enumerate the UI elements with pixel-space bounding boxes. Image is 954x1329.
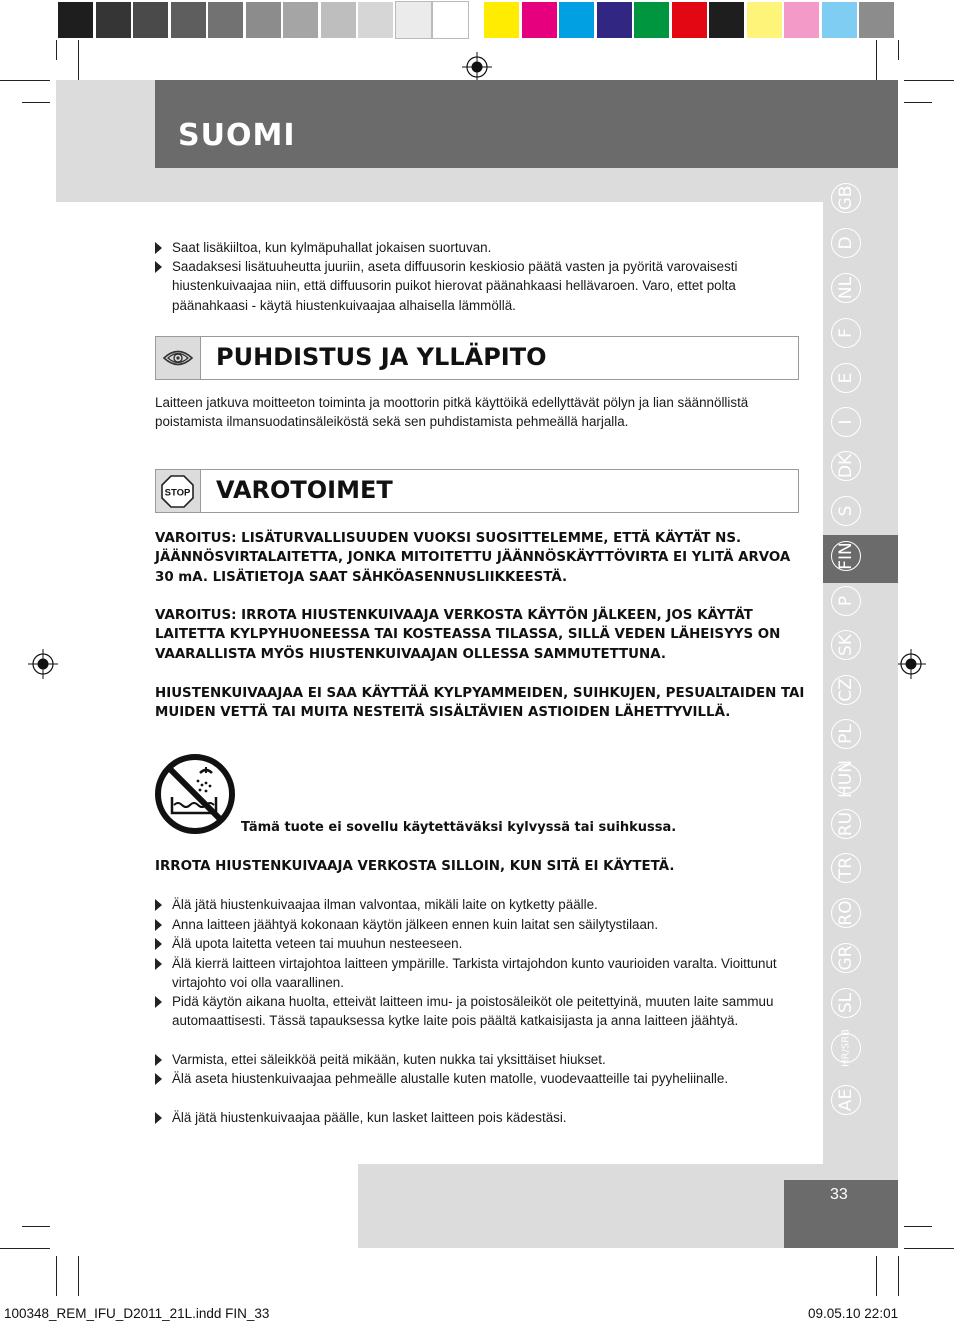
color-swatch <box>133 2 168 38</box>
crop-mark <box>904 80 954 81</box>
color-swatch <box>283 2 318 38</box>
language-tab-sl[interactable] <box>831 988 861 1018</box>
stop-icon <box>160 474 195 509</box>
language-tab-label: SK <box>836 634 856 656</box>
color-swatch <box>634 2 669 38</box>
list-item <box>155 895 794 914</box>
language-tab-hr-srb[interactable] <box>831 1029 861 1067</box>
bullet-arrow-icon <box>155 1073 162 1085</box>
language-tab-gb[interactable] <box>831 183 861 213</box>
language-tab-label: I <box>836 419 856 425</box>
language-tab-label: NL <box>836 276 856 300</box>
color-swatch <box>321 2 356 38</box>
crop-mark <box>0 1248 50 1249</box>
color-swatch <box>396 2 431 38</box>
color-swatch <box>246 2 281 38</box>
list-item-text: Anna laitteen jäähtyä kokonaan käytön jälkeen ennen kuin laitat sen säilytystilaan. <box>172 917 659 932</box>
color-swatch <box>709 2 744 38</box>
list-item-text: Älä kierrä laitteen virtajohtoa laitteen ympärille. Tarkista virtajohdon kunto vaurioiden varalta. Vioittunut virtajohto voi olla vaarallinen. <box>172 956 777 991</box>
color-swatch <box>859 2 894 38</box>
color-swatch <box>358 2 393 38</box>
list-item-text: Saadaksesi lisätuuheutta juuriin, aseta diffuusorin keskiosio päätä vasten ja pyöritä varovaisesti hiustenkuivaajaa niin, että diffuusorin puikot hierovat päänahkaasi hellävaroen. Varo, ettet polta päänahkaasi - käytä hiustenkuivaajaa alhaisella lämmöllä. <box>172 259 738 313</box>
list-item <box>155 915 794 934</box>
list-item-text: Älä upota laitetta veteen tai muuhun nesteeseen. <box>172 936 463 951</box>
section-icon-box <box>156 470 201 512</box>
unplug-warning: IRROTA HIUSTENKUIVAAJA VERKOSTA SILLOIN, KUN SITÄ EI KÄYTETÄ. <box>155 859 675 874</box>
language-tab-label: GB <box>836 185 856 211</box>
no-bath-caption: Tämä tuote ei sovellu käytettäväksi kylvyssä tai suihkussa. <box>241 820 677 835</box>
color-swatch <box>784 2 819 38</box>
crop-mark <box>22 1226 50 1227</box>
bullet-arrow-icon <box>155 958 162 970</box>
bullet-arrow-icon <box>155 899 162 911</box>
date-slug: 09.05.10 22:01 <box>808 1306 899 1321</box>
language-tab-nl[interactable] <box>831 273 861 303</box>
file-slug: 100348_REM_IFU_D2011_21L.indd FIN_33 <box>4 1306 270 1321</box>
language-tab-label: HR/SRB <box>840 1029 852 1067</box>
list-item <box>155 1069 794 1088</box>
cleaning-section-header <box>155 336 799 380</box>
page-number: 33 <box>830 1186 848 1203</box>
warning-text: VAROITUS: LISÄTURVALLISUUDEN VUOKSI SUOSITTELEMME, ETTÄ KÄYTÄT NS. JÄÄNNÖSVIRTALAITETTA, JONKA MITOITETTU JÄÄNNÖSKÄYTTÖVIRTA EI YLITÄ ARVOA 30 mA. LISÄTIETOJA SAAT SÄHKÖASENNUSLIIKKEESTÄ. <box>155 531 791 585</box>
language-tab-ro[interactable] <box>831 898 861 928</box>
language-tab-label: GR <box>836 945 856 971</box>
bullet-arrow-icon <box>155 1054 162 1066</box>
color-swatch <box>559 2 594 38</box>
language-tab-tr[interactable] <box>831 853 861 883</box>
crop-mark <box>876 40 877 80</box>
language-tab-label: SL <box>836 992 856 1014</box>
language-tab-label: CZ <box>836 678 856 702</box>
page-title: SUOMI <box>178 118 296 153</box>
section-title: PUHDISTUS JA YLLÄPITO <box>216 343 547 371</box>
list-item <box>155 257 794 315</box>
language-tab-dk[interactable] <box>831 451 861 481</box>
language-tab-label: AE <box>836 1088 856 1112</box>
crop-mark <box>0 80 50 81</box>
color-swatch <box>96 2 131 38</box>
crop-mark <box>876 1256 877 1296</box>
language-tab-d[interactable] <box>831 228 861 258</box>
registration-mark-icon <box>896 649 926 679</box>
language-tab-cz[interactable] <box>831 675 861 705</box>
color-swatch <box>597 2 632 38</box>
bullet-arrow-icon <box>155 938 162 950</box>
language-tab-label: E <box>836 372 856 384</box>
registration-mark-icon <box>28 649 58 679</box>
language-tab-p[interactable] <box>831 586 861 616</box>
eye-icon <box>162 345 194 371</box>
language-tab-fin[interactable] <box>831 541 861 571</box>
language-tab-label: P <box>836 595 856 607</box>
language-tab-label: RO <box>836 900 856 926</box>
language-tab-label: TR <box>836 856 856 880</box>
no-bath-icon <box>154 753 236 835</box>
color-swatch <box>58 2 93 38</box>
list-item-text: Varmista, ettei säleikköä peitä mikään, kuten nukka tai yksittäiset hiukset. <box>172 1052 606 1067</box>
crop-mark <box>56 1256 57 1296</box>
bullet-arrow-icon <box>155 242 162 254</box>
list-item <box>155 992 794 1031</box>
language-tab-label: F <box>836 328 856 338</box>
list-item <box>155 1108 794 1127</box>
language-tab-pl[interactable] <box>831 719 861 749</box>
color-swatch <box>484 2 519 38</box>
language-tab-s[interactable] <box>831 496 861 526</box>
warning-text: HIUSTENKUIVAAJAA EI SAA KÄYTTÄÄ KYLPYAMMEIDEN, SUIHKUJEN, PESUALTAIDEN TAI MUIDEN VETTÄ TAI MUITA NESTEITÄ SISÄLTÄVIEN ASTIOIDEN LÄHETTYVILLÄ. <box>155 686 805 721</box>
warning-text: VAROITUS: IRROTA HIUSTENKUIVAAJA VERKOSTA KÄYTÖN JÄLKEEN, JOS KÄYTÄT LAITETTA KYLPYHUONEESSA TAI KOSTEASSA TILASSA, SILLÄ VEDEN LÄHEISYYS ON VAARALLISTA MYÖS HIUSTENKUIVAAJAN OLLESSA SAMMUTETTUNA. <box>155 608 781 662</box>
language-tab-label: D <box>836 236 856 250</box>
bullet-arrow-icon <box>155 261 162 273</box>
language-tab-ae[interactable] <box>831 1085 861 1115</box>
color-swatch <box>822 2 857 38</box>
crop-mark <box>78 1256 79 1296</box>
list-item <box>155 954 794 993</box>
color-swatch <box>672 2 707 38</box>
list-item-text: Älä jätä hiustenkuivaajaa ilman valvontaa, mikäli laite on kytketty päälle. <box>172 897 598 912</box>
section-title: VAROTOIMET <box>216 476 393 504</box>
language-tab-ru[interactable] <box>831 809 861 839</box>
language-tab-label: S <box>836 505 856 517</box>
list-item-text: Älä aseta hiustenkuivaajaa pehmeälle alustalle kuten matolle, vuodevaatteille tai pyyheliinalle. <box>172 1071 729 1086</box>
language-tab-hun[interactable] <box>831 760 861 798</box>
language-tab-f[interactable] <box>831 318 861 348</box>
section-icon-box <box>156 337 201 379</box>
list-item-text: Saat lisäkiiltoa, kun kylmäpuhallat jokaisen suortuvan. <box>172 240 492 255</box>
language-tab-label: RU <box>836 811 856 837</box>
crop-mark <box>898 40 899 60</box>
stop-icon-label: STOP <box>164 487 191 499</box>
bullet-arrow-icon <box>155 996 162 1008</box>
crop-mark <box>898 1256 899 1296</box>
bullet-arrow-icon <box>155 919 162 931</box>
language-tab-label: DK <box>836 453 856 479</box>
language-tab-label: HUN <box>836 760 856 798</box>
crop-mark <box>904 1226 932 1227</box>
language-tab-sk[interactable] <box>831 630 861 660</box>
color-swatch <box>522 2 557 38</box>
list-item <box>155 934 794 953</box>
cleaning-text: Laitteen jatkuva moitteeton toiminta ja moottorin pitkä käyttöikä edellyttävät pölyn ja lian säännöllistä poistamista ilmansuodatinsäleiköstä sekä sen puhdistamista pehmeällä harjalla. <box>155 395 749 430</box>
crop-mark <box>904 102 932 103</box>
registration-mark-icon <box>462 52 492 82</box>
language-sidebar <box>823 168 898 1164</box>
list-item <box>155 238 802 257</box>
crop-mark <box>56 40 57 60</box>
language-tab-label: FIN <box>836 542 856 570</box>
precautions-section-header <box>155 469 799 513</box>
language-tab-label: PL <box>836 724 856 744</box>
color-swatch <box>171 2 206 38</box>
list-item <box>155 1050 794 1069</box>
list-item-text: Pidä käytön aikana huolta, etteivät laitteen imu- ja poistosäleiköt ole peitettyinä, muuten laite sammuu automaattisesti. Tässä tapauksessa kytke laite pois päältä katkaisijasta ja anna laitteen jäähtyä. <box>172 994 774 1029</box>
color-swatch <box>747 2 782 38</box>
bullet-arrow-icon <box>155 1112 162 1124</box>
crop-mark <box>78 40 79 80</box>
list-item-text: Älä jätä hiustenkuivaajaa päälle, kun lasket laitteen pois kädestäsi. <box>172 1110 567 1125</box>
language-tab-e[interactable] <box>831 363 861 393</box>
color-swatch <box>208 2 243 38</box>
crop-mark <box>904 1248 954 1249</box>
language-tab-i[interactable] <box>831 407 861 437</box>
color-swatch <box>433 2 468 38</box>
crop-mark <box>22 102 50 103</box>
language-tab-gr[interactable] <box>831 943 861 973</box>
